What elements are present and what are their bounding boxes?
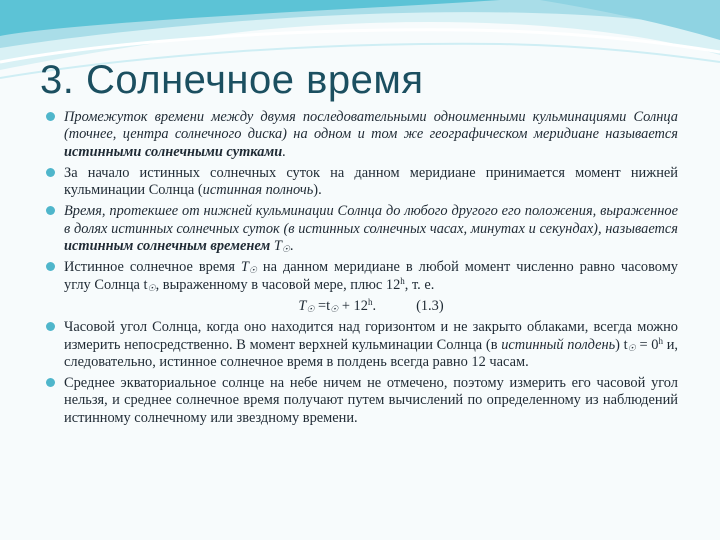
bullet-paragraph-5 (46, 319, 678, 371)
p4-end: , т. е. (404, 276, 435, 293)
bullet-dot-icon (46, 262, 55, 271)
formula-dot: . (372, 297, 377, 314)
p4-text-a: Истинное солнечное время (64, 259, 241, 276)
p4-symbol-sub: ☉ (248, 265, 257, 276)
bullet-dot-icon (46, 322, 55, 331)
p3-term: истинным солнечным временем (64, 238, 271, 255)
p2-end: ). (313, 182, 322, 199)
p4-text-c: , выраженному в часовой мере, плюс 12 (155, 276, 401, 293)
bullet-dot-icon (46, 378, 55, 387)
slide-content (46, 109, 678, 431)
p4-text-b: на данном меридиане в любой момент численно равно часовому углу Солнца t (64, 259, 678, 293)
p5-text-c: = 0 (635, 336, 659, 353)
p3-end: . (289, 238, 294, 255)
p1-term: истинными солнечными сутками (64, 143, 283, 160)
p4-t-sub: ☉ (147, 282, 156, 293)
p1-text: Промежуток времени между двумя последовательными одноименными кульминациями Солнца (точнее, центра солнечного диска) на одном и том же географическом меридиане называется (64, 109, 678, 143)
bullet-dot-icon (46, 206, 55, 215)
p3-text: Время, протекшее от нижней кульминации Солнца до любого другого его положения, выраженное в долях истинных солнечных суток (в истинных солнечных часах, минутах и секундах), называется (64, 203, 678, 237)
p5-italic: истинный полдень (501, 336, 616, 353)
p4-sup: h (400, 275, 405, 286)
slide-title: 3. Солнечное время (40, 58, 424, 102)
p5-t-sub: ☉ (627, 342, 636, 353)
bullet-paragraph-1 (46, 109, 678, 161)
p5-text-b: ) t (615, 336, 628, 353)
p1-end: . (282, 143, 286, 160)
p2-italic: истинная полночь (202, 182, 314, 199)
p4-symbol: T (240, 259, 249, 276)
p2-text: За начало истинных солнечных суток на данном меридиане принимается момент нижней кульминации Солнца ( (64, 164, 678, 199)
bullet-paragraph-2 (46, 165, 678, 200)
p3-symbol-sub: ☉ (281, 244, 290, 255)
bullet-dot-icon (46, 112, 55, 121)
formula-lhs-sub: ☉ (306, 303, 315, 314)
formula-plus: + 12 (338, 297, 368, 314)
bullet-paragraph-3 (46, 203, 678, 255)
p6-text: Среднее экваториальное солнце на небе ничем не отмечено, поэтому измерить его часовой угол нельзя, и среднее солнечное время получают путем вычислений по определенному из наблюдений истинному солнечному или звездному времени. (64, 375, 678, 426)
formula-sup: h (367, 296, 373, 307)
formula-lhs: T (298, 297, 307, 314)
formula-eq: =t (314, 297, 331, 314)
p3-symbol: T (273, 238, 282, 255)
formula-t-sub: ☉ (330, 303, 339, 314)
p5-sup: h (658, 335, 663, 346)
p5-text-a: Часовой угол Солнца, когда оно находится над горизонтом и не закрыто облаками, всегда можно измерить непосредственно. В момент верхней кульминации Солнца (в (64, 319, 678, 353)
bullet-paragraph-4 (46, 259, 678, 294)
bullet-dot-icon (46, 168, 55, 177)
bullet-paragraph-6 (46, 375, 678, 427)
formula-1-3 (46, 298, 678, 315)
p5-end: и, следовательно, истинное солнечное время в полдень всегда равно 12 часам. (64, 336, 679, 370)
formula-number: (1.3) (416, 297, 444, 314)
